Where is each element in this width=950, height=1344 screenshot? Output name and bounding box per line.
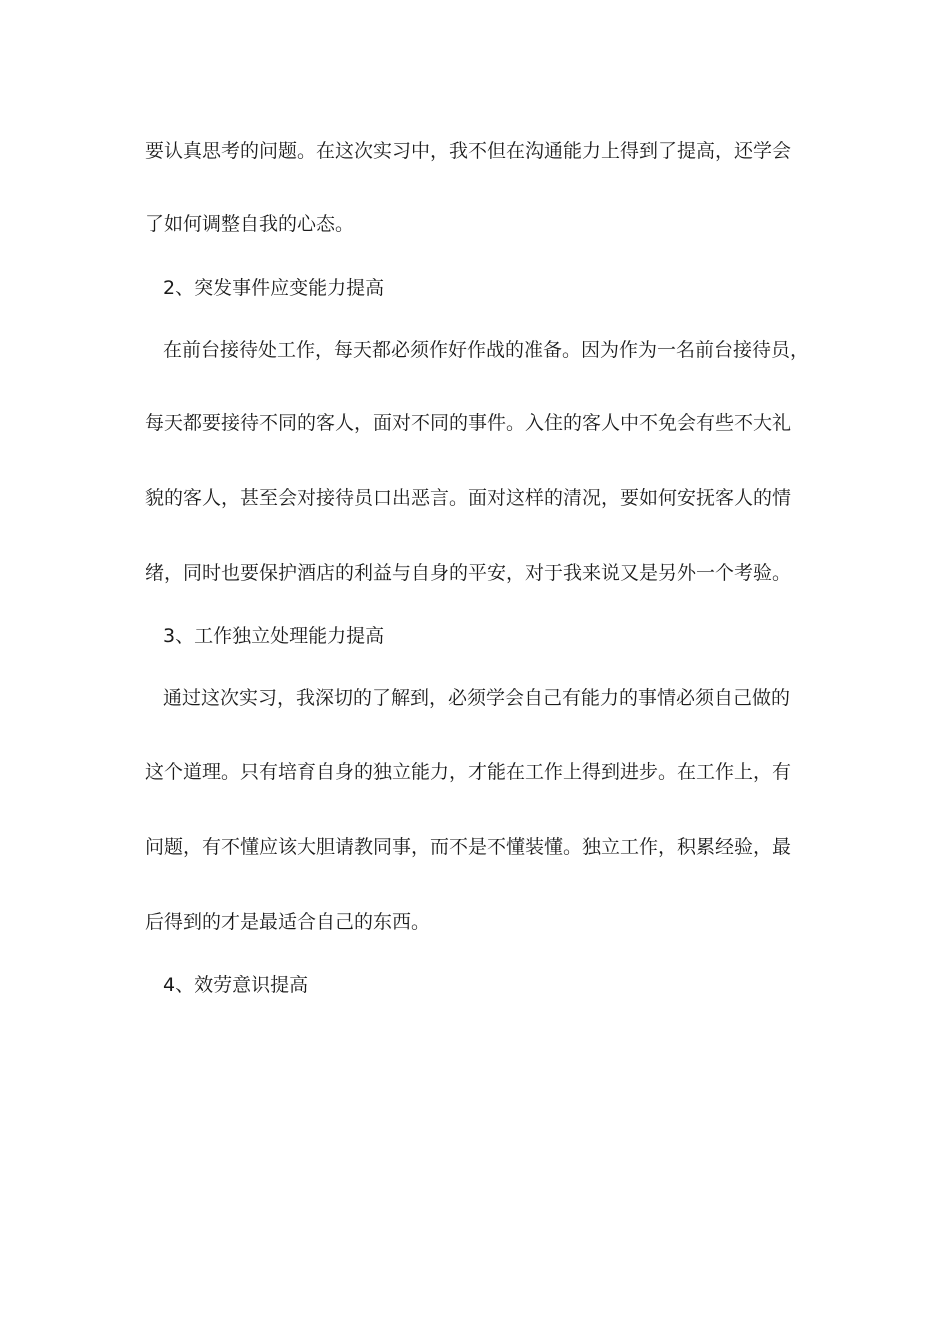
paragraph-line: 了如何调整自我的心态。 <box>145 213 355 235</box>
paragraph-line: 在前台接待处工作，每天都必须作好作战的准备。因为作为一名前台接待员， <box>163 339 810 361</box>
paragraph-line: 通过这次实习，我深切的了解到，必须学会自己有能力的事情必须自己做的 <box>163 687 791 709</box>
paragraph-line: 要认真思考的问题。在这次实习中，我不但在沟通能力上得到了提高，还学会 <box>145 140 792 162</box>
paragraph-line: 后得到的才是最适合自己的东西。 <box>145 911 431 933</box>
paragraph-line: 貌的客人，甚至会对接待员口出恶言。面对这样的清况，要如何安抚客人的情 <box>145 487 792 509</box>
paragraph-line: 每天都要接待不同的客人，面对不同的事件。入住的客人中不免会有些不大礼 <box>145 412 792 434</box>
section-heading: 3、工作独立处理能力提高 <box>163 625 385 647</box>
paragraph-line: 问题，有不懂应该大胆请教同事，而不是不懂装懂。独立工作，积累经验，最 <box>145 836 792 858</box>
section-heading: 2、突发事件应变能力提高 <box>163 277 385 299</box>
paragraph-line: 这个道理。只有培育自身的独立能力，才能在工作上得到进步。在工作上，有 <box>145 761 792 783</box>
paragraph-line: 绪，同时也要保护酒店的利益与自身的平安，对于我来说又是另外一个考验。 <box>145 562 792 584</box>
section-heading: 4、效劳意识提高 <box>163 974 309 996</box>
